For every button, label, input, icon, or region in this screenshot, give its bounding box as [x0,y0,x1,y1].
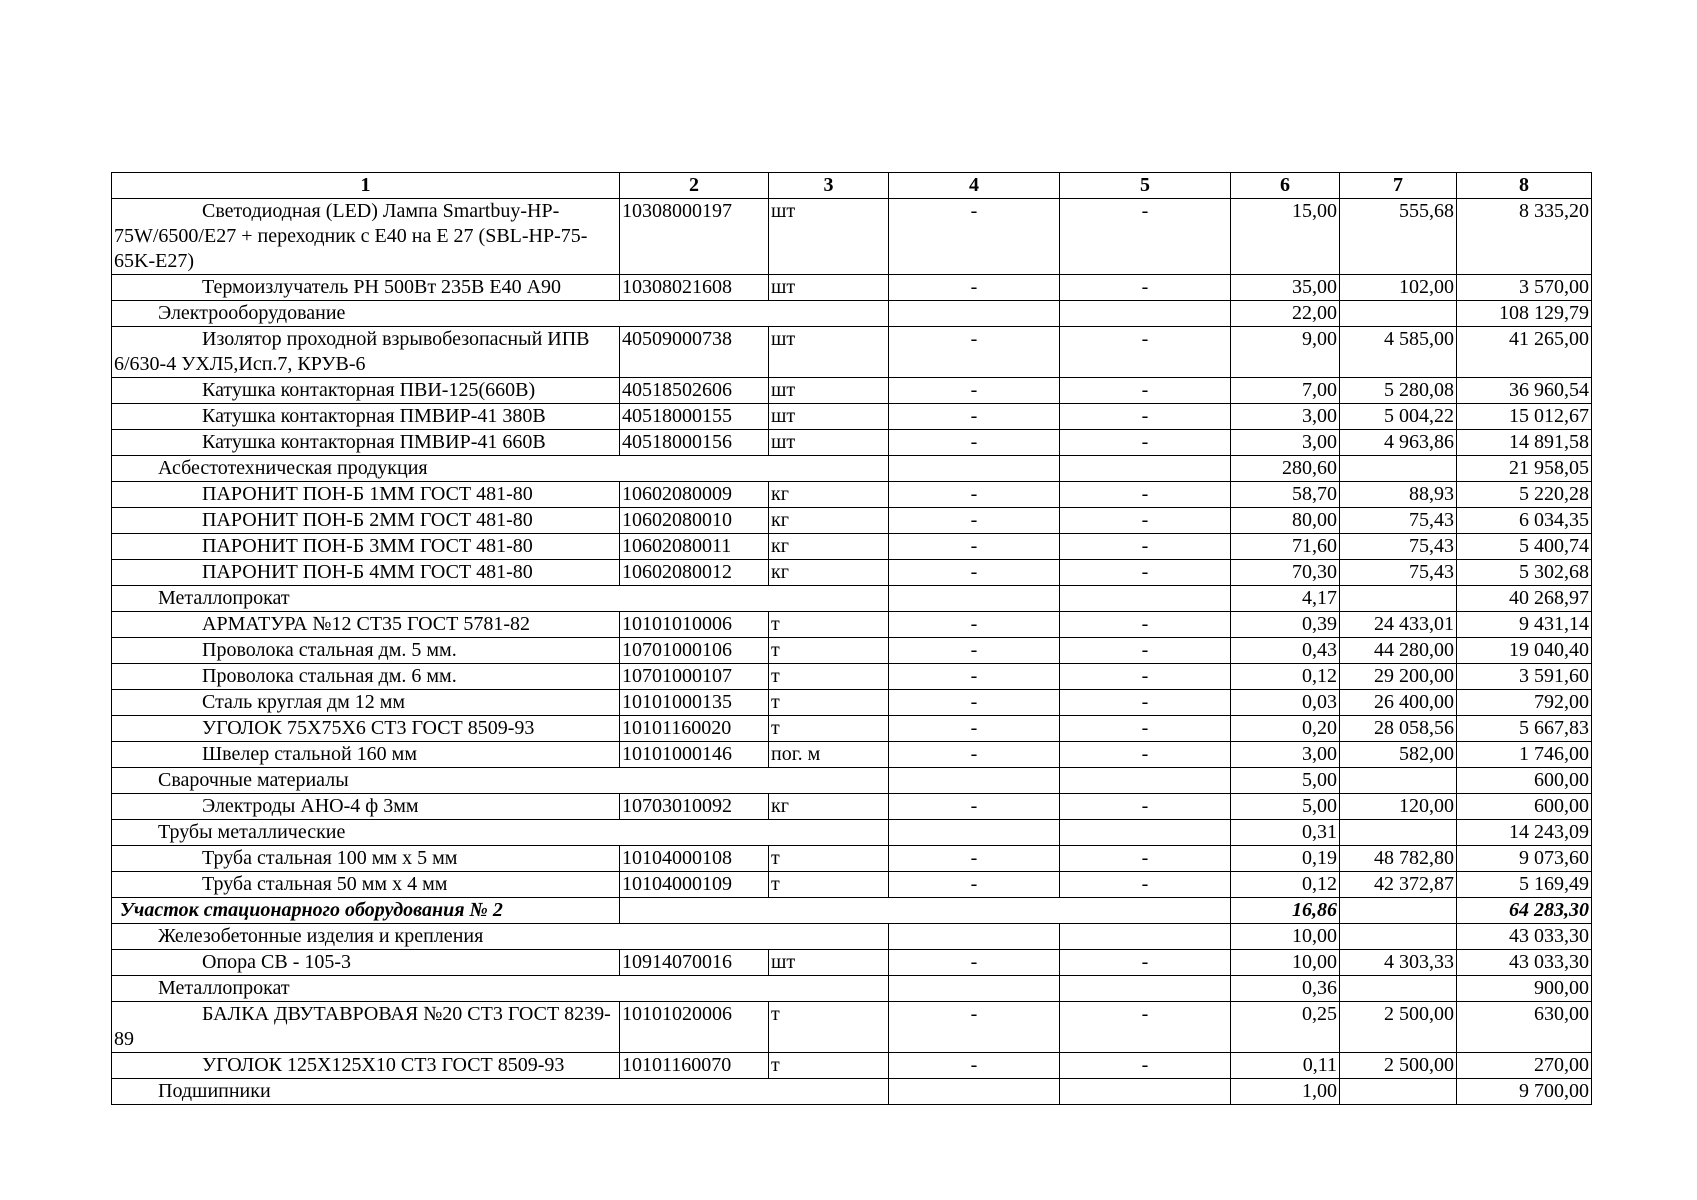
item-sum: 43 033,30 [1457,950,1592,976]
item-price: 4 303,33 [1340,950,1457,976]
item-col4: - [889,846,1060,872]
item-unit: т [769,612,889,638]
item-quantity: 70,30 [1231,560,1340,586]
group-row [112,820,1592,846]
item-unit: т [769,872,889,898]
item-unit: шт [769,404,889,430]
item-col4: - [889,716,1060,742]
column-header: 3 [769,173,889,199]
item-col4: - [889,872,1060,898]
item-quantity: 5,00 [1231,794,1340,820]
item-name: Швелер стальной 160 мм [112,742,620,768]
item-sum: 270,00 [1457,1053,1592,1079]
item-col4: - [889,378,1060,404]
item-col4: - [889,482,1060,508]
item-name: УГОЛОК 125Х125Х10 СТ3 ГОСТ 8509-93 [112,1053,620,1079]
table-row [112,872,1592,898]
table-row [112,950,1592,976]
empty-cell [1060,976,1231,1002]
item-quantity: 0,20 [1231,716,1340,742]
item-quantity: 0,12 [1231,664,1340,690]
item-price: 4 963,86 [1340,430,1457,456]
column-header: 1 [112,173,620,199]
empty-cell [889,820,1060,846]
group-quantity: 1,00 [1231,1079,1340,1105]
column-header: 5 [1060,173,1231,199]
item-code: 10703010092 [620,794,769,820]
item-col4: - [889,1002,1060,1053]
item-unit: т [769,1053,889,1079]
item-col5: - [1060,404,1231,430]
table-body [112,199,1592,1105]
item-price: 88,93 [1340,482,1457,508]
item-sum: 5 302,68 [1457,560,1592,586]
item-unit: т [769,846,889,872]
group-sum: 9 700,00 [1457,1079,1592,1105]
table-row [112,482,1592,508]
item-unit: т [769,1002,889,1053]
section-row [112,898,1592,924]
table-row [112,275,1592,301]
table-row [112,199,1592,275]
item-quantity: 10,00 [1231,950,1340,976]
item-code: 40518502606 [620,378,769,404]
group-sum: 40 268,97 [1457,586,1592,612]
item-col4: - [889,638,1060,664]
table-row [112,664,1592,690]
item-price: 5 004,22 [1340,404,1457,430]
item-quantity: 0,39 [1231,612,1340,638]
item-code: 10602080012 [620,560,769,586]
item-unit: т [769,664,889,690]
item-price: 5 280,08 [1340,378,1457,404]
group-quantity: 4,17 [1231,586,1340,612]
group-row [112,586,1592,612]
item-price: 4 585,00 [1340,327,1457,378]
item-sum: 1 746,00 [1457,742,1592,768]
item-col4: - [889,560,1060,586]
item-unit: кг [769,508,889,534]
item-code: 40509000738 [620,327,769,378]
item-sum: 36 960,54 [1457,378,1592,404]
item-name: Светодиодная (LED) Лампа Smartbuy-HP-75W/6500/E27 + переходник с Е40 на Е 27 (SBL-HP-75-65K-E27) [112,199,620,275]
item-name: Опора СВ - 105-3 [112,950,620,976]
group-sum: 108 129,79 [1457,301,1592,327]
empty-cell [889,976,1060,1002]
section-name: Участок стационарного оборудования № 2 [112,898,620,924]
item-name: ПАРОНИТ ПОН-Б 3ММ ГОСТ 481-80 [112,534,620,560]
item-unit: шт [769,199,889,275]
item-code: 10308021608 [620,275,769,301]
item-col5: - [1060,612,1231,638]
item-col5: - [1060,1002,1231,1053]
item-name: Катушка контакторная ПМВИР-41 380В [112,404,620,430]
item-unit: пог. м [769,742,889,768]
item-price: 120,00 [1340,794,1457,820]
item-name: Катушка контакторная ПМВИР-41 660В [112,430,620,456]
item-unit: т [769,638,889,664]
item-code: 10701000107 [620,664,769,690]
item-quantity: 7,00 [1231,378,1340,404]
group-sum: 900,00 [1457,976,1592,1002]
item-quantity: 0,43 [1231,638,1340,664]
column-header: 7 [1340,173,1457,199]
item-col4: - [889,742,1060,768]
group-sum: 600,00 [1457,768,1592,794]
item-unit: шт [769,378,889,404]
group-name: Подшипники [112,1079,889,1105]
empty-cell [1060,586,1231,612]
item-code: 10101160070 [620,1053,769,1079]
item-col5: - [1060,872,1231,898]
item-col5: - [1060,378,1231,404]
item-unit: кг [769,482,889,508]
item-name: БАЛКА ДВУТАВРОВАЯ №20 СТ3 ГОСТ 8239-89 [112,1002,620,1053]
item-col4: - [889,404,1060,430]
group-quantity: 5,00 [1231,768,1340,794]
item-code: 10104000109 [620,872,769,898]
item-name: ПАРОНИТ ПОН-Б 2ММ ГОСТ 481-80 [112,508,620,534]
item-sum: 9 431,14 [1457,612,1592,638]
group-sum: 21 958,05 [1457,456,1592,482]
item-col5: - [1060,742,1231,768]
table-row [112,638,1592,664]
group-name: Асбестотехническая продукция [112,456,889,482]
table-row [112,1002,1592,1053]
table-row [112,560,1592,586]
table-row [112,1053,1592,1079]
item-quantity: 71,60 [1231,534,1340,560]
item-code: 10101020006 [620,1002,769,1053]
empty-cell [889,456,1060,482]
item-code: 40518000155 [620,404,769,430]
table-row [112,430,1592,456]
item-unit: т [769,716,889,742]
item-unit: кг [769,794,889,820]
empty-cell [1340,898,1457,924]
table-row [112,378,1592,404]
item-sum: 630,00 [1457,1002,1592,1053]
empty-cell [1340,586,1457,612]
item-price: 29 200,00 [1340,664,1457,690]
item-unit: кг [769,534,889,560]
item-quantity: 0,19 [1231,846,1340,872]
document-sheet [111,172,1591,1105]
materials-table [111,172,1592,1105]
group-quantity: 0,31 [1231,820,1340,846]
item-sum: 5 667,83 [1457,716,1592,742]
item-name: Сталь круглая дм 12 мм [112,690,620,716]
item-code: 10308000197 [620,199,769,275]
item-price: 102,00 [1340,275,1457,301]
item-unit: кг [769,560,889,586]
empty-cell [1340,456,1457,482]
item-code: 10101000135 [620,690,769,716]
item-unit: шт [769,275,889,301]
item-code: 10701000106 [620,638,769,664]
column-header: 2 [620,173,769,199]
item-name: Электроды АНО-4 ф 3мм [112,794,620,820]
empty-cell [889,924,1060,950]
item-code: 10101160020 [620,716,769,742]
item-col5: - [1060,638,1231,664]
item-sum: 6 034,35 [1457,508,1592,534]
item-col5: - [1060,430,1231,456]
item-col5: - [1060,199,1231,275]
item-col5: - [1060,327,1231,378]
item-col4: - [889,275,1060,301]
item-col5: - [1060,690,1231,716]
item-quantity: 80,00 [1231,508,1340,534]
item-price: 48 782,80 [1340,846,1457,872]
item-sum: 3 570,00 [1457,275,1592,301]
item-price: 75,43 [1340,508,1457,534]
item-price: 75,43 [1340,560,1457,586]
group-row [112,924,1592,950]
table-row [112,508,1592,534]
table-row [112,534,1592,560]
item-code: 40518000156 [620,430,769,456]
item-name: ПАРОНИТ ПОН-Б 4ММ ГОСТ 481-80 [112,560,620,586]
item-col5: - [1060,482,1231,508]
item-sum: 600,00 [1457,794,1592,820]
empty-cell [889,301,1060,327]
table-row [112,612,1592,638]
table-row [112,742,1592,768]
item-sum: 19 040,40 [1457,638,1592,664]
empty-cell [1340,976,1457,1002]
item-name: Труба стальная 100 мм х 5 мм [112,846,620,872]
item-name: АРМАТУРА №12 СТ35 ГОСТ 5781-82 [112,612,620,638]
group-row [112,976,1592,1002]
item-sum: 14 891,58 [1457,430,1592,456]
empty-cell [1340,301,1457,327]
item-col4: - [889,794,1060,820]
item-col5: - [1060,794,1231,820]
group-name: Металлопрокат [112,976,889,1002]
item-col4: - [889,508,1060,534]
group-name: Сварочные материалы [112,768,889,794]
item-col5: - [1060,1053,1231,1079]
item-col4: - [889,664,1060,690]
item-unit: шт [769,950,889,976]
table-row [112,327,1592,378]
item-code: 10101010006 [620,612,769,638]
item-quantity: 0,12 [1231,872,1340,898]
group-sum: 64 283,30 [1457,898,1592,924]
item-col4: - [889,1053,1060,1079]
item-col5: - [1060,534,1231,560]
item-col5: - [1060,275,1231,301]
empty-cell [620,898,1231,924]
group-name: Металлопрокат [112,586,889,612]
group-name: Трубы металлические [112,820,889,846]
item-col4: - [889,430,1060,456]
table-row [112,716,1592,742]
column-header: 6 [1231,173,1340,199]
column-number-row [112,173,1592,199]
empty-cell [1340,924,1457,950]
group-row [112,1079,1592,1105]
item-col4: - [889,612,1060,638]
item-name: Труба стальная 50 мм х 4 мм [112,872,620,898]
empty-cell [1340,1079,1457,1105]
group-quantity: 22,00 [1231,301,1340,327]
item-price: 582,00 [1340,742,1457,768]
item-code: 10602080010 [620,508,769,534]
item-col5: - [1060,560,1231,586]
item-col4: - [889,534,1060,560]
group-row [112,301,1592,327]
empty-cell [889,586,1060,612]
empty-cell [1060,456,1231,482]
empty-cell [1060,301,1231,327]
item-quantity: 3,00 [1231,404,1340,430]
item-price: 26 400,00 [1340,690,1457,716]
item-quantity: 58,70 [1231,482,1340,508]
group-name: Электрооборудование [112,301,889,327]
item-col5: - [1060,664,1231,690]
table-row [112,794,1592,820]
item-quantity: 9,00 [1231,327,1340,378]
item-unit: т [769,690,889,716]
item-quantity: 3,00 [1231,430,1340,456]
item-col5: - [1060,950,1231,976]
item-col5: - [1060,716,1231,742]
empty-cell [1060,1079,1231,1105]
item-sum: 9 073,60 [1457,846,1592,872]
column-header: 4 [889,173,1060,199]
empty-cell [1060,768,1231,794]
group-row [112,768,1592,794]
item-quantity: 0,11 [1231,1053,1340,1079]
item-col4: - [889,199,1060,275]
empty-cell [1060,820,1231,846]
item-sum: 3 591,60 [1457,664,1592,690]
item-code: 10602080011 [620,534,769,560]
item-quantity: 0,03 [1231,690,1340,716]
item-price: 2 500,00 [1340,1053,1457,1079]
item-price: 2 500,00 [1340,1002,1457,1053]
group-quantity: 280,60 [1231,456,1340,482]
item-name: Проволока стальная дм. 6 мм. [112,664,620,690]
item-price: 28 058,56 [1340,716,1457,742]
item-sum: 792,00 [1457,690,1592,716]
item-quantity: 15,00 [1231,199,1340,275]
group-row [112,456,1592,482]
group-quantity: 0,36 [1231,976,1340,1002]
group-name: Железобетонные изделия и крепления [112,924,889,950]
item-name: ПАРОНИТ ПОН-Б 1ММ ГОСТ 481-80 [112,482,620,508]
item-col4: - [889,327,1060,378]
item-code: 10914070016 [620,950,769,976]
item-sum: 5 169,49 [1457,872,1592,898]
item-price: 75,43 [1340,534,1457,560]
empty-cell [889,1079,1060,1105]
item-sum: 8 335,20 [1457,199,1592,275]
item-quantity: 3,00 [1231,742,1340,768]
table-row [112,690,1592,716]
item-price: 42 372,87 [1340,872,1457,898]
item-col5: - [1060,846,1231,872]
item-name: УГОЛОК 75Х75Х6 СТ3 ГОСТ 8509-93 [112,716,620,742]
column-header: 8 [1457,173,1592,199]
group-sum: 43 033,30 [1457,924,1592,950]
item-name: Изолятор проходной взрывобезопасный ИПВ 6/630-4 УХЛ5,Исп.7, КРУВ-6 [112,327,620,378]
item-name: Проволока стальная дм. 5 мм. [112,638,620,664]
empty-cell [1060,924,1231,950]
table-row [112,846,1592,872]
item-quantity: 0,25 [1231,1002,1340,1053]
item-price: 24 433,01 [1340,612,1457,638]
item-sum: 5 400,74 [1457,534,1592,560]
item-col5: - [1060,508,1231,534]
item-code: 10101000146 [620,742,769,768]
item-code: 10602080009 [620,482,769,508]
item-sum: 15 012,67 [1457,404,1592,430]
empty-cell [889,768,1060,794]
item-price: 555,68 [1340,199,1457,275]
empty-cell [1340,768,1457,794]
item-name: Термоизлучатель РН 500Вт 235В Е40 А90 [112,275,620,301]
item-unit: шт [769,327,889,378]
item-col4: - [889,690,1060,716]
item-unit: шт [769,430,889,456]
empty-cell [1340,820,1457,846]
group-quantity: 10,00 [1231,924,1340,950]
group-sum: 14 243,09 [1457,820,1592,846]
item-sum: 5 220,28 [1457,482,1592,508]
table-row [112,404,1592,430]
group-quantity: 16,86 [1231,898,1340,924]
item-price: 44 280,00 [1340,638,1457,664]
item-sum: 41 265,00 [1457,327,1592,378]
item-col4: - [889,950,1060,976]
item-code: 10104000108 [620,846,769,872]
item-quantity: 35,00 [1231,275,1340,301]
item-name: Катушка контакторная ПВИ-125(660В) [112,378,620,404]
